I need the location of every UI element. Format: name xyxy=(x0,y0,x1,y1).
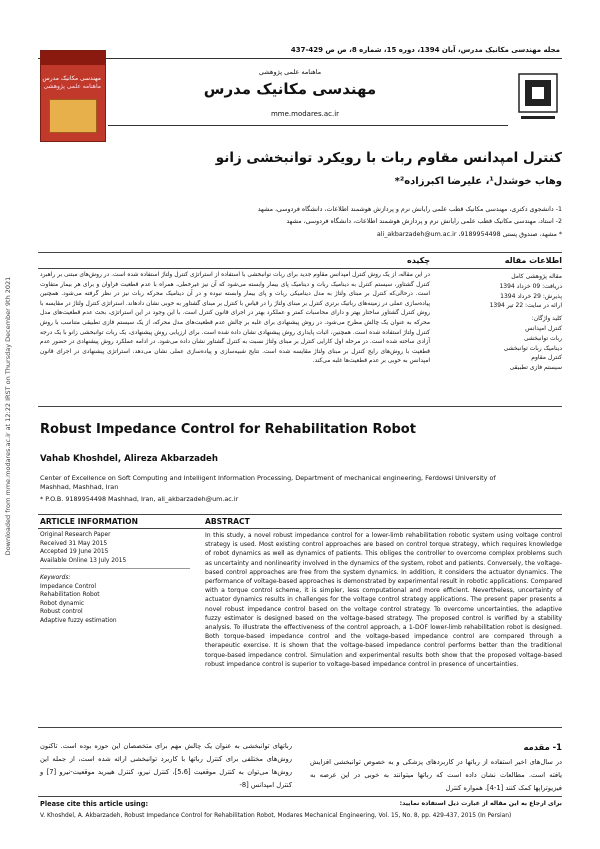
fa-info-list xyxy=(440,272,562,373)
en-title: Robust Impedance Control for Rehabilitation Robot xyxy=(40,422,416,437)
en-cite-label: Please cite this article using: xyxy=(40,800,149,808)
university-logo xyxy=(515,70,561,126)
en-keyword: Adaptive fuzzy estimation xyxy=(40,617,117,624)
en-keyword: Impedance Control xyxy=(40,583,96,590)
fa-authors: وهاب خوشدل¹، علیرضا اکبرزاده²* xyxy=(394,176,562,187)
fa-box-heading-rule xyxy=(38,268,562,269)
journal-website[interactable]: mme.modares.ac.ir xyxy=(270,110,340,118)
en-info-line: Available Online 13 July 2015 xyxy=(40,557,127,564)
fa-corresponding: * مشهد، صندوق پستی 9189954498، ali_akbarzadeh@um.ac.ir xyxy=(376,231,562,238)
fa-affiliation-1: 1- دانشجوی دکتری، مهندسی مکانیک قطب علمی رایانش نرم و پردازش هوشمند اطلاعات، دانشگاه فردوسی، مشهد xyxy=(257,206,562,213)
fa-keyword: کنترل امپدانس xyxy=(525,324,562,332)
fa-info-line: ارائه در سایت: 22 تیر 1394 xyxy=(489,302,562,310)
en-abstract-heading: ABSTRACT xyxy=(205,517,250,526)
en-cite-text: V. Khoshdel, A. Akbarzadeh, Robust Impedance Control for Rehabilitation Robot, Modares Mechanical Engineering, Vol. 15, No. 8, pp. 429-437, 2015 (In Persian) xyxy=(40,813,512,819)
en-info-divider xyxy=(40,568,190,569)
fa-abstract-heading: چکیده xyxy=(406,256,430,265)
fa-intro-heading: 1- مقدمه xyxy=(523,742,562,752)
en-info-heading: ARTICLE INFORMATION xyxy=(40,517,138,526)
en-info-list xyxy=(40,531,190,565)
journal-subtitle: ماهنامه علمی پژوهشی xyxy=(258,68,322,76)
fa-keyword: دینامیک ربات توانبخشی xyxy=(503,344,562,352)
download-note: Downloaded from mme.modares.ac.ir at 12:22 IRST on Thursday December 9th 2021 xyxy=(4,276,12,556)
en-keywords-heading: Keywords: xyxy=(40,575,71,581)
fa-info-heading: اطلاعات مقاله xyxy=(504,256,562,265)
en-box-top-rule xyxy=(38,514,562,515)
fa-box-top-rule xyxy=(38,252,562,253)
cover-picture xyxy=(49,99,97,133)
header-rule xyxy=(38,58,562,59)
en-corresponding: * P.O.B. 9189954498 Mashhad, Iran, ali_akbarzadeh@um.ac.ir xyxy=(40,495,239,503)
fa-cite-label: برای ارجاع به این مقاله از عبارت ذیل استفاده نمایید: xyxy=(399,800,562,807)
fa-abstract-text: در این مقاله، از یک روش کنترل امپدانس مقاوم جدید برای ربات توانبخشی با استفاده از استراتژی کنترل ولتاژ استفاده شده است. در روش‌های مبتنی بر راهبرد کنترل گشتاور، سیستم کنترل به دینامیک ربات و دینامیک پای بیمار وابسته می‌شود که آن نیز غیرخطی، همراه با عدم قطعیت فراوان و برای هر بیمار متفاوت است. درحالی‌که کنترل بر مبنای ولتاژ به مدل دینامیکی ربات و پای بیمار وابسته نبوده و در آن دینامیک محرکه ربات نیز در نظر گرفته می‌شود. همچنین پیاده‌سازی عملی در زمینه‌های رباتیک برتری کنترل بر مبنای ولتاژ را در قیاس با کنترل بر مبنای گشتاور به خوبی نشان دادهاند. استراتژی کنترل ولتاژ در مقایسه با روش کنترل گشتاور ساختار بهتر و دارای محاسبات کمتر و عملکرد بهتر در اجرای قانون کنترل است. با این وجود در این استراتژی، بحث عدم قطعیت‌های مدل محرکه به عنوان یک چالش مطرح می‌شود. در روش پیشنهادی برای غلبه بر چالش عدم قطعیت‌های مدل محرکه، از یک سیستم فازی تطبیقی متناسب با روش کنترل ولتاژ استفاده شده است. همچنین، اثبات پایداری روش پیشنهادی نشان داده شده است. برای ارزیابی روش پیشنهادی، یک ربات توانبخشی زانو با یک درجه آزادی ساخته شده است. در مرحله اول کارایی کنترل بر مبنای ولتاژ نسبت به کنترل گشتاور نشان داده می‌شود. در ادامه عملکرد روش پیشنهادی در حضور عدم قطعیت با روش‌های رایج کنترل بر مبنای ولتاژ مقایسه شده است. نتایج شبیه‌سازی و پیاده‌سازی عملی نشان می‌دهد، استراتژی پیشنهادی در اجرای قانون امپدانس به خوبی بر عدم قطعیت‌ها غلبه می‌کند. xyxy=(40,272,430,365)
en-keyword: Rehabilitation Robot xyxy=(40,592,100,599)
en-info-line: Original Research Paper xyxy=(40,532,111,538)
en-authors: Vahab Khoshdel, Alireza Akbarzadeh xyxy=(40,454,218,464)
cover-band xyxy=(41,51,105,65)
fa-info-line: دریافت: 09 خرداد 1394 xyxy=(499,282,562,290)
fa-info-line: مقاله پژوهشی کامل xyxy=(511,273,562,280)
fa-intro-col-right: در سال‌های اخیر استفاده از رباتها در کاربردهای پزشکی و به خصوص توانبخشی افزایش یافته است. مطالعات نشان داده است که رباتها میتوانند به خوبی در این عرصه به فیزیوتراپها کمک کنند [1-4]. همواره کنترل xyxy=(310,758,562,792)
fa-keyword: ربات توانبخشی xyxy=(523,334,562,342)
cover-subtitle: ماهنامه علمی پژوهشی xyxy=(43,83,101,90)
en-keyword: Robust control xyxy=(40,609,83,616)
en-keywords xyxy=(40,574,190,626)
cover-title: مهندسی مکانیک مدرس xyxy=(42,75,101,82)
en-info-line: Received 31 May 2015 xyxy=(40,540,108,547)
citation-line: مجله مهندسی مکانیک مدرس، آبان 1394، دوره 15، شماره 8، ص ص 429-437 xyxy=(290,46,560,54)
fa-keyword: کنترل مقاوم xyxy=(531,354,562,362)
journal-cover-image xyxy=(40,50,106,142)
footer-rule xyxy=(38,796,562,797)
fa-affiliation-2: 2- استاد، مهندسی مکانیک قطب علمی رایانش نرم و پردازش هوشمند اطلاعات، دانشگاه فردوسی، مشهد xyxy=(286,218,562,225)
fa-intro-col-left: رباتهای توانبخشی به عنوان یک چالش مهم برای متخصصان این حوزه بوده است. تاکنون روش‌های مختلفی برای کنترل رباتها با کاربرد توانبخشی ارائه شده است، از جمله این روش‌ها می‌توان به کنترل موقعیت [5،6]، کنترل نیرو، کنترل هیبرید موقعیت-نیرو [7] و کنترل امپدانس [8- xyxy=(40,742,292,789)
en-abstract-text: In this study, a novel robust impedance control for a lower-limb rehabilitation robotic system using voltage control strategy is used. Most existing control approaches are based on control torque strategy, which requires knowledge of robot dynamics as well as dynamics of patients. This obliges the controller to overcome complex problems such as uncertainty and nonlinearity involved in the dynamics of the system, robot and patients. Conversely, the voltage-based control approaches are free from the system dynamics. In addition, it considers the actuator dynamics. The performance of voltage-based approaches is demonstrated by experimental result in robotic applications. Compared with a torque control scheme, it is simpler, less computational and more efficient. Nevertheless, uncertainty of actuator dynamics results in challenges for the voltage control strategy applications. The present paper presents a novel robust impedance control based on the voltage control strategy. To overcome uncertainties, the adaptive fuzzy estimator is designed based on the voltage-based strategy. The proposed control is verified by a stability analysis. To illustrate the effectiveness of the control approach, a 1-DOF lower-limb rehabilitation robot is designed. Both torque-based impedance control and the voltage-based impedance control are compared through a therapeutic exercise. It is shown that the voltage-based impedance control performs better than the traditional torque-based impedance control. Simulation and experimental results both show that the proposed voltage-based robust impedance control is superior to voltage-based impedance control in presence of uncertainties. xyxy=(205,532,562,668)
journal-title: مهندسی مکانیک مدرس xyxy=(203,80,377,98)
en-affiliation: Center of Excellence on Soft Computing and Intelligent Information Processing, Department of mechanical engineering, Ferdowsi University of Mashhad, Mashhad, Iran xyxy=(40,474,496,491)
fa-info-line: پذیرش: 29 خرداد 1394 xyxy=(500,292,562,300)
fa-title: کنترل امپدانس مقاوم ربات با رویکرد توانبخشی زانو xyxy=(215,150,562,166)
header-bottom-rule xyxy=(108,125,508,126)
fa-keyword: سیستم فازی تطبیقی xyxy=(509,364,562,372)
en-info-line: Accepted 19 June 2015 xyxy=(40,549,109,556)
en-box-bottom-rule xyxy=(38,727,562,728)
en-keyword: Robot dynamic xyxy=(40,600,85,607)
en-box-heading-rule xyxy=(38,528,562,529)
fa-box-bottom-rule xyxy=(38,406,562,407)
fa-info-line: کلید واژگان: xyxy=(531,315,562,323)
